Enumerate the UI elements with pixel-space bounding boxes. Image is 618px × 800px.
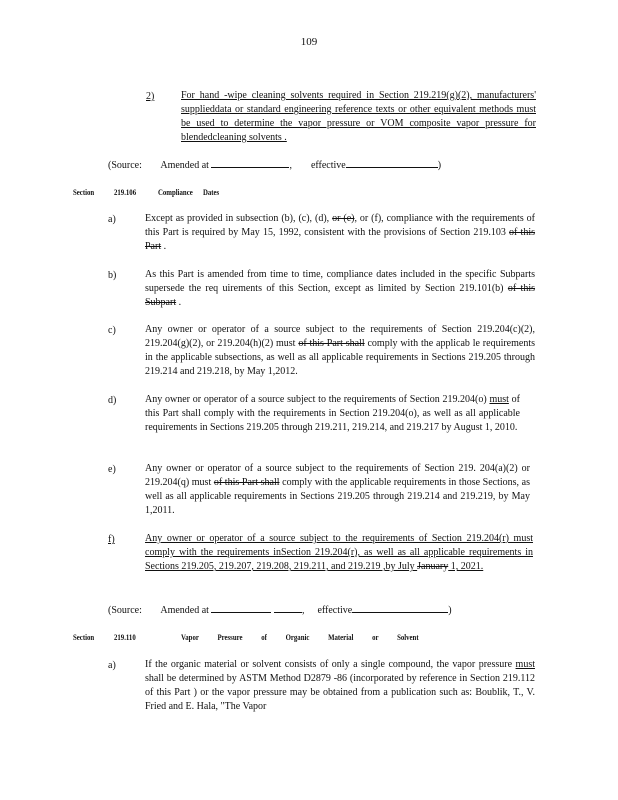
effective-date-blank — [346, 158, 438, 168]
item-2-label: 2) — [146, 91, 155, 102]
comma: , — [289, 160, 292, 171]
amended-at-label: Amended at — [160, 160, 209, 171]
amended-at-label: Amended at — [160, 605, 209, 616]
effective-label: effective — [317, 605, 353, 616]
amended-date-blank — [211, 603, 271, 613]
section-219-110-number: 219.110 — [114, 633, 136, 642]
source-note-1 — [108, 158, 441, 171]
item-c-text: Any owner or operator of a source subject to the requirements of Section 219.204(c)(2), 219.204(g)(2), or 219.204(h)(2) must of this Part shall comply with the applicab le requirements in the applicable subsections, as well as all applicable requirements in Sections 219.205 through 219.214 and 219.218, by May 1,2012. — [145, 324, 536, 377]
close-paren: ) — [437, 160, 442, 171]
item-2-text: For hand -wipe cleaning solvents required in Section 219.219(g)(2), manufacturers' supplieddata or standard engineering reference texts or other equivalent methods must be used to determine the vapor pressure or VOM composite vapor pressure for blendedcleaning solvents . — [181, 90, 536, 143]
effective-label: effective — [310, 160, 346, 171]
item-b-text: As this Part is amended from time to time, compliance dates included in the specific Subparts supersede the req uirements of this Section, except as limited by Section 219.101(b) of this Subpart . — [145, 269, 536, 308]
item-f-text: Any owner or operator of a source subject to the requirements of Section 219.204(r) must comply with the requirements inSection 219.204(r), as well as all applicable requirements in Sections 219.205, 219.207, 219.208, 219.211, and 219.219 ,by July January 1, 2021. — [145, 533, 533, 572]
item-110a-label: a) — [108, 660, 116, 671]
section-219-106-title: Compliance Dates — [158, 188, 220, 197]
item-a-label: a) — [108, 214, 116, 225]
item-f-label: f) — [108, 534, 115, 545]
item-e-text: Any owner or operator of a source subject to the requirements of Section 219. 204(a)(2) or 219.204(q) must of this Part shall comply with the applicable requirements in those Sections, as well as all applicable requirements in Sections 219.205 through 219.214 and 219.219, by May 1,2011. — [145, 463, 531, 516]
source-label: (Source: — [108, 160, 142, 171]
section-219-110-label: Section — [73, 633, 95, 642]
item-110a-text: If the organic material or solvent consists of only a single compound, the vapor pressure must shall be determined by ASTM Method D2879 -86 (incorporated by reference in Section 219.112 of this Part ) or the vapor pressure may be obtained from a publication such as: Boublik, T., V. Fried and E. Hala, "The Vapor — [145, 659, 535, 712]
item-c-label: c) — [108, 325, 116, 336]
item-d-label: d) — [108, 395, 117, 406]
source-note-2 — [108, 603, 452, 616]
effective-date-blank — [352, 603, 448, 613]
section-219-110-title: Vapor Pressure of Organic Material or Solvent — [181, 633, 419, 642]
amended-date-blank-2 — [274, 603, 302, 613]
amended-date-blank — [211, 158, 289, 168]
item-a-text: Except as provided in subsection (b), (c), (d), or (e), or (f), compliance with the requirements of this Part is required by May 15, 1992, consistent with the provisions of Section 219.103 of this Part . — [145, 213, 536, 252]
source-label: (Source: — [108, 605, 142, 616]
item-e-label: e) — [108, 464, 116, 475]
item-b-label: b) — [108, 270, 117, 281]
comma: , — [301, 605, 305, 616]
page-number: 109 — [300, 36, 318, 48]
close-paren: ) — [448, 605, 452, 616]
section-219-106-label: Section — [73, 188, 95, 197]
section-219-106-number: 219.106 — [114, 188, 137, 197]
item-d-text: Any owner or operator of a source subject to the requirements of Section 219.204(o) must of this Part shall comply with the requirements in Section 219.204(o), as well as all applicable requirements in Sections 219.205 through 219.211, 219.214, and 219.217 by August 1, 2010. — [145, 394, 520, 433]
